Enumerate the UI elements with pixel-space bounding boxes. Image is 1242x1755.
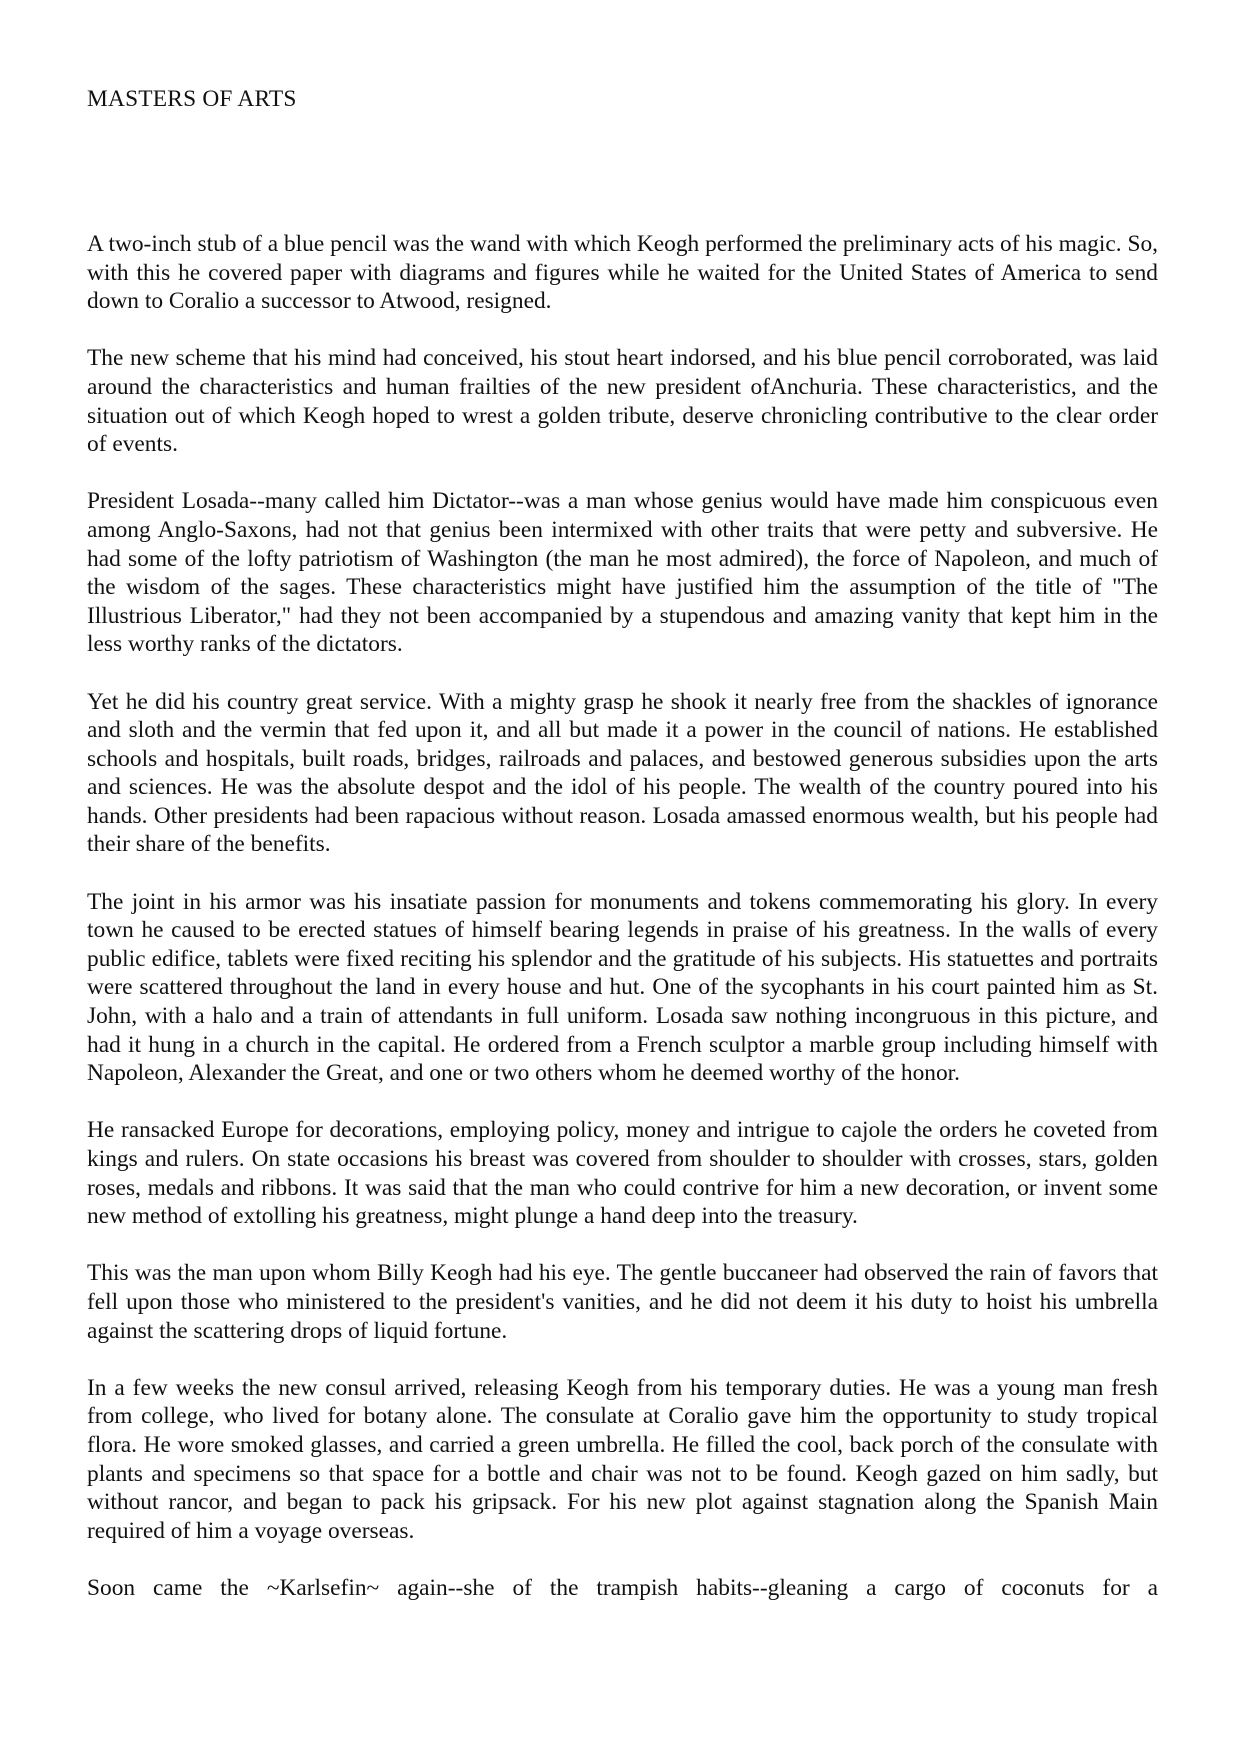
- paragraph-1: A two-inch stub of a blue pencil was the wand with which Keogh performed the preliminary acts of his magic. So, with this he covered paper with diagrams and figures while he waited for the United States of America to send down to Coralio a successor to Atwood, resigned.: [87, 231, 1158, 315]
- paragraph-7: This was the man upon whom Billy Keogh had his eye. The gentle buccaneer had observed the rain of favors that fell upon those who ministered to the president's vanities, and he did not deem it his duty to hoist his umbrella against the scattering drops of liquid fortune.: [87, 1260, 1158, 1344]
- paragraph-2: The new scheme that his mind had conceived, his stout heart indorsed, and his blue pencil corroborated, was laid around the characteristics and human frailties of the new president ofAnchuria. These characteristics, and the situation out of which Keogh hoped to wrest a golden tribute, deserve chronicling contributive to the clear order of events.: [87, 345, 1158, 458]
- page-title: MASTERS OF ARTS: [87, 86, 297, 112]
- document-body: [87, 230, 1158, 1603]
- paragraph-4: Yet he did his country great service. With a mighty grasp he shook it nearly free from the shackles of ignorance and sloth and the vermin that fed upon it, and all but made it a power in the council of nations. He established schools and hospitals, built roads, bridges, railroads and palaces, and bestowed generous subsidies upon the arts and sciences. He was the absolute despot and the idol of his people. The wealth of the country poured into his hands. Other presidents had been rapacious without reason. Losada amassed enormous wealth, but his people had their share of the benefits.: [87, 688, 1158, 858]
- paragraph-3: President Losada--many called him Dictator--was a man whose genius would have made him conspicuous even among Anglo-Saxons, had not that genius been intermixed with other traits that were petty and subversive. He had some of the lofty patriotism of Washington (the man he most admired), the force of Napoleon, and much of the wisdom of the sages. These characteristics might have justified him the assumption of the title of "The Illustrious Liberator," had they not been accompanied by a stupendous and amazing vanity that kept him in the less worthy ranks of the dictators.: [87, 488, 1158, 658]
- paragraph-6: He ransacked Europe for decorations, employing policy, money and intrigue to cajole the orders he coveted from kings and rulers. On state occasions his breast was covered from shoulder to shoulder with crosses, stars, golden roses, medals and ribbons. It was said that the man who could contrive for him a new decoration, or invent some new method of extolling his greatness, might plunge a hand deep into the treasury.: [87, 1117, 1158, 1230]
- paragraph-9: Soon came the ~Karlsefin~ again--she of the trampish habits--gleaning a cargo of coconuts for a: [87, 1574, 1158, 1601]
- paragraph-8: In a few weeks the new consul arrived, releasing Keogh from his temporary duties. He was a young man fresh from college, who lived for botany alone. The consulate at Coralio gave him the opportunity to study tropical flora. He wore smoked glasses, and carried a green umbrella. He filled the cool, back porch of the consulate with plants and specimens so that space for a bottle and chair was not to be found. Keogh gazed on him sadly, but without rancor, and began to pack his gripsack. For his new plot against stagnation along the Spanish Main required of him a voyage overseas.: [87, 1374, 1158, 1544]
- paragraph-5: The joint in his armor was his insatiate passion for monuments and tokens commemorating his glory. In every town he caused to be erected statues of himself bearing legends in praise of his greatness. In the walls of every public edifice, tablets were fixed reciting his splendor and the gratitude of his subjects. His statuettes and portraits were scattered throughout the land in every house and hut. One of the sycophants in his court painted him as St. John, with a halo and a train of attendants in full uniform. Losada saw nothing incongruous in this picture, and had it hung in a church in the capital. He ordered from a French sculptor a marble group including himself with Napoleon, Alexander the Great, and one or two others whom he deemed worthy of the honor.: [87, 888, 1158, 1087]
